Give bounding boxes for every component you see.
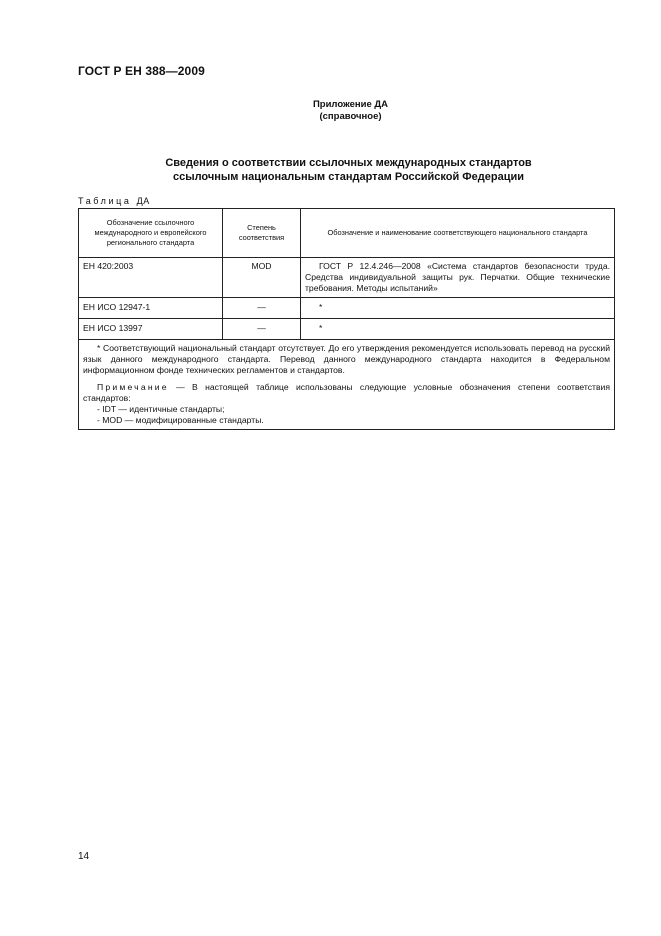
table-label (78, 196, 150, 206)
table-header-row (79, 209, 615, 258)
cell-designation: ЕН ИСО 13997 (79, 319, 223, 340)
annex-title (0, 99, 661, 123)
cell-designation: ЕН 420:2003 (79, 258, 223, 298)
cell-national (301, 298, 615, 319)
cell-degree: — (223, 298, 301, 319)
note-label: Примечание (97, 382, 169, 392)
table-row (79, 298, 615, 319)
document-header: ГОСТ Р ЕН 388—2009 (78, 64, 205, 78)
annex-title-line: Приложение ДА (312, 99, 389, 110)
correspondence-table (78, 208, 615, 430)
cell-national-text: * (319, 323, 323, 333)
main-title (0, 156, 661, 184)
table-footer (79, 340, 615, 430)
note (83, 382, 610, 404)
note-text: — В настоящей таблице использованы следующие условные обозначения степени соответствия стандартов: (83, 382, 610, 403)
header-designation: Обозначение ссылочного международного и европейского регионального стандарта (79, 209, 223, 258)
cell-national-text: * (319, 302, 323, 312)
main-title-line1: Сведения о соответствии ссылочных международных стандартов (165, 157, 532, 169)
table-footer-row (79, 340, 615, 430)
annex-subtitle: (справочное) (319, 111, 382, 122)
table-row (79, 319, 615, 340)
table-label-word: Таблица (78, 196, 132, 206)
cell-degree: MOD (223, 258, 301, 298)
cell-national (301, 258, 615, 298)
page-number: 14 (78, 851, 90, 862)
header-national: Обозначение и наименование соответствующего национального стандарта (301, 209, 615, 258)
table-row (79, 258, 615, 298)
cell-national-text: ГОСТ Р 12.4.246—2008 «Система стандартов безопасности труда. Средства индивидуальной защиты рук. Перчатки. Общие технические требования. Методы испытаний» (305, 261, 610, 293)
cell-designation: ЕН ИСО 12947-1 (79, 298, 223, 319)
main-title-line2: ссылочным национальным стандартам Российской Федерации (172, 171, 525, 183)
note-item-idt: - IDT — идентичные стандарты; (97, 404, 225, 414)
header-degree: Степень соответствия (223, 209, 301, 258)
cell-degree: — (223, 319, 301, 340)
footnote: * Соответствующий национальный стандарт отсутствует. До его утверждения рекомендуется использовать перевод на русский язык данного международного стандарта. Перевод данного международного стандарта находится в Федеральном информационном фонде технических регламентов и стандартов. (83, 343, 610, 375)
table-label-number: ДА (136, 196, 150, 206)
note-item-mod: - MOD — модифицированные стандарты. (97, 415, 264, 425)
cell-national (301, 319, 615, 340)
